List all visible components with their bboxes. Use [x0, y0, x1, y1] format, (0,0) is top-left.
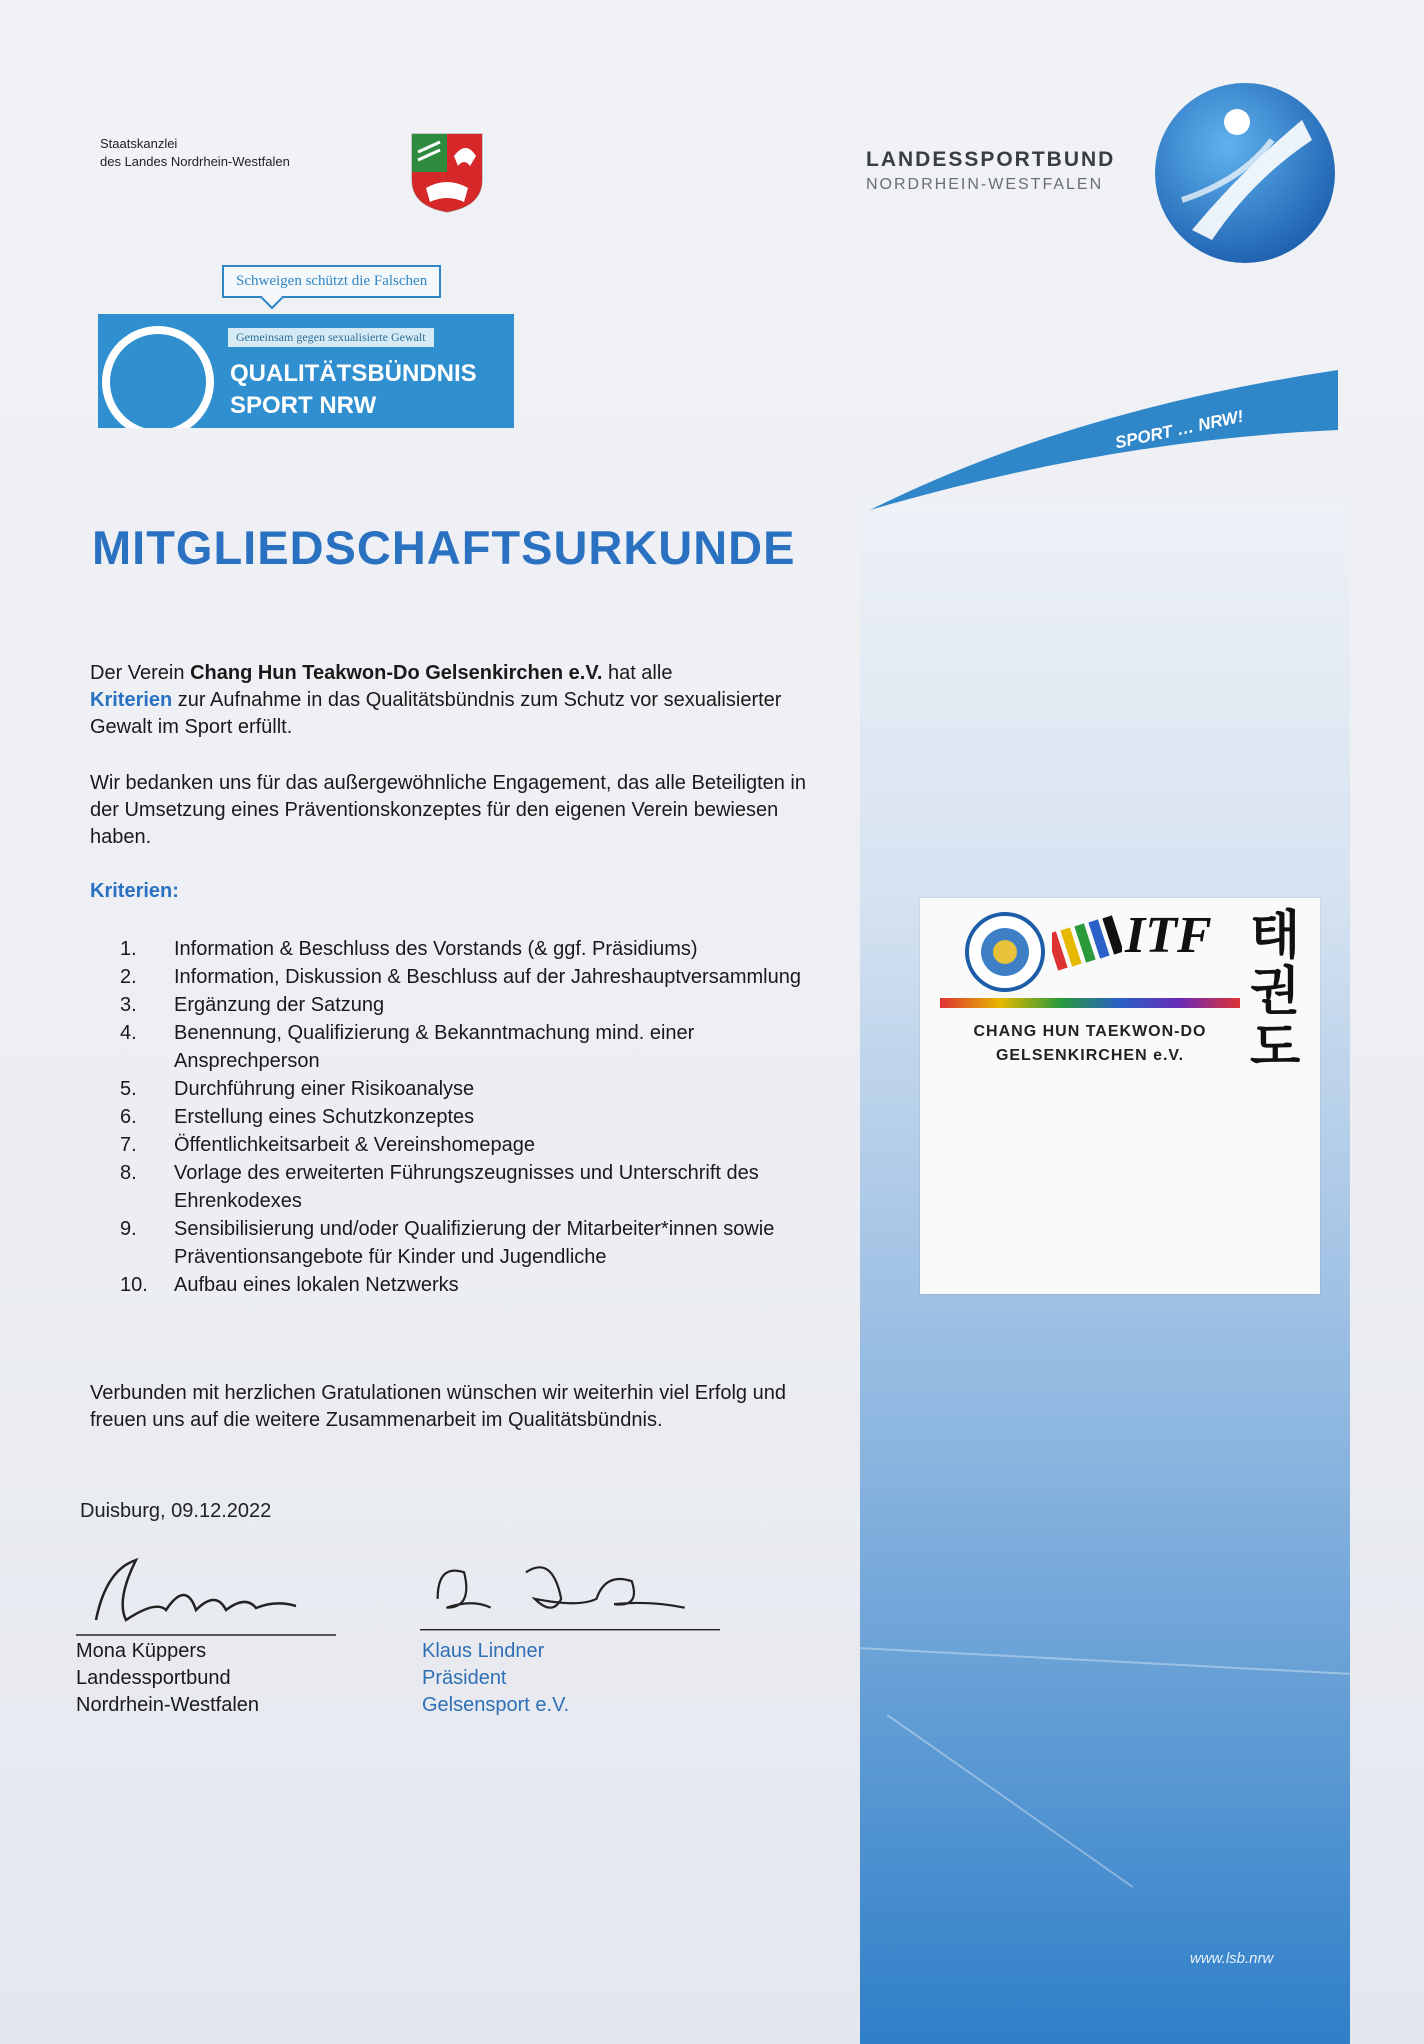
- rainbow-stripe: [940, 998, 1240, 1008]
- list-item: 5. Durchführung einer Risikoanalyse: [120, 1078, 475, 1100]
- signatory-1-name: Mona Küppers: [76, 1640, 207, 1662]
- campaign-title-line2: SPORT NRW: [230, 392, 377, 419]
- closing-paragraph: Verbunden mit herzlichen Gratulationen wünschen wir weiterhin viel Erfolg und freuen uns auf die weitere Zusammenarbeit im Qualitätsbündnis.: [90, 1382, 786, 1431]
- list-item: 3. Ergänzung der Satzung: [120, 994, 385, 1016]
- campaign-logo-icon: [98, 314, 228, 428]
- landessportbund-wordmark: [866, 148, 1115, 194]
- state-line1: Staatskanzlei: [100, 136, 178, 151]
- list-item: 4. Benennung, Qualifizierung & Bekanntmachung mind. einer Ansprechperson: [120, 1022, 695, 1072]
- state-line2: des Landes Nordrhein-Westfalen: [100, 154, 290, 169]
- lsb-line1: LANDESSPORTBUND: [866, 148, 1116, 171]
- signatory-2: Klaus Lindner Präsident Gelsensport e.V.: [422, 1640, 570, 1716]
- club-card-name: CHANG HUN TAEKWON-DO GELSENKIRCHEN e.V.: [973, 1023, 1207, 1064]
- club-name: Chang Hun Teakwon-Do Gelsenkirchen e.V.: [190, 662, 603, 684]
- color-belts-icon: [1052, 914, 1122, 974]
- taekwondo-hangul: 태 권 도: [1250, 906, 1301, 1078]
- list-item: 10. Aufbau eines lokalen Netzwerks: [120, 1274, 459, 1296]
- signature-lindner: [420, 1540, 720, 1640]
- signatory-1: Mona Küppers Landessportbund Nordrhein-Westfalen: [76, 1640, 260, 1716]
- campaign-speech-bubble: Schweigen schützt die Falschen: [222, 265, 441, 298]
- landessportbund-logo-icon: [1152, 80, 1338, 266]
- signature-kueppers: [76, 1540, 376, 1640]
- intro-paragraph-2: Wir bedanken uns für das außergewöhnliche Engagement, das alle Beteiligten in der Umsetzung eines Präventionskonzeptes für den eigenen Verein bewiesen haben.: [90, 772, 806, 848]
- list-item: 8. Vorlage des erweiterten Führungszeugnisses und Unterschrift des Ehrenkodexes: [120, 1162, 759, 1212]
- club-logo-card: [920, 898, 1320, 1294]
- certificate-title: MITGLIEDSCHAFTSURKUNDE: [92, 521, 796, 574]
- state-chancellery-text: [100, 135, 290, 171]
- federation-seal-icon: [965, 912, 1045, 992]
- swoosh-label: SPORT … NRW!: [1113, 406, 1246, 453]
- footer-url: www.lsb.nrw: [1190, 1950, 1274, 1967]
- lsb-line2: NORDRHEIN-WESTFALEN: [866, 176, 1104, 193]
- list-item: 6. Erstellung eines Schutzkonzeptes: [120, 1106, 475, 1128]
- nrw-coat-of-arms-icon: [410, 132, 484, 214]
- signatory-2-name: Klaus Lindner: [422, 1640, 545, 1662]
- list-item: 1. Information & Beschluss des Vorstands (& ggf. Präsidiums): [120, 938, 698, 960]
- kriterien-inline: Kriterien: [90, 689, 173, 711]
- qualitaetsbuendnis-banner: [98, 314, 514, 428]
- itf-wordmark: ITF: [1125, 907, 1212, 964]
- criteria-heading: Kriterien:: [90, 880, 179, 902]
- list-item: 2. Information, Diskussion & Beschluss auf der Jahreshauptversammlung: [120, 966, 801, 988]
- sport-nrw-swoosh: [870, 370, 1340, 520]
- intro-paragraph-1: Der Verein Chang Hun Teakwon-Do Gelsenkirchen e.V. hat alle Kriterien zur Aufnahme in das Qualitätsbündnis zum Schutz vor sexualisierter Gewalt im Sport erfüllt.: [90, 662, 782, 738]
- campaign-title-line1: QUALITÄTSBÜNDNIS: [230, 360, 477, 387]
- list-item: 9. Sensibilisierung und/oder Qualifizierung der Mitarbeiter*innen sowie Präventionsangebote für Kinder und Jugendliche: [120, 1218, 775, 1268]
- list-item: 7. Öffentlichkeitsarbeit & Vereinshomepage: [120, 1134, 535, 1156]
- date-line: Duisburg, 09.12.2022: [80, 1500, 272, 1522]
- campaign-subtitle: Gemeinsam gegen sexualisierte Gewalt: [228, 328, 434, 347]
- criteria-list: [120, 935, 840, 1299]
